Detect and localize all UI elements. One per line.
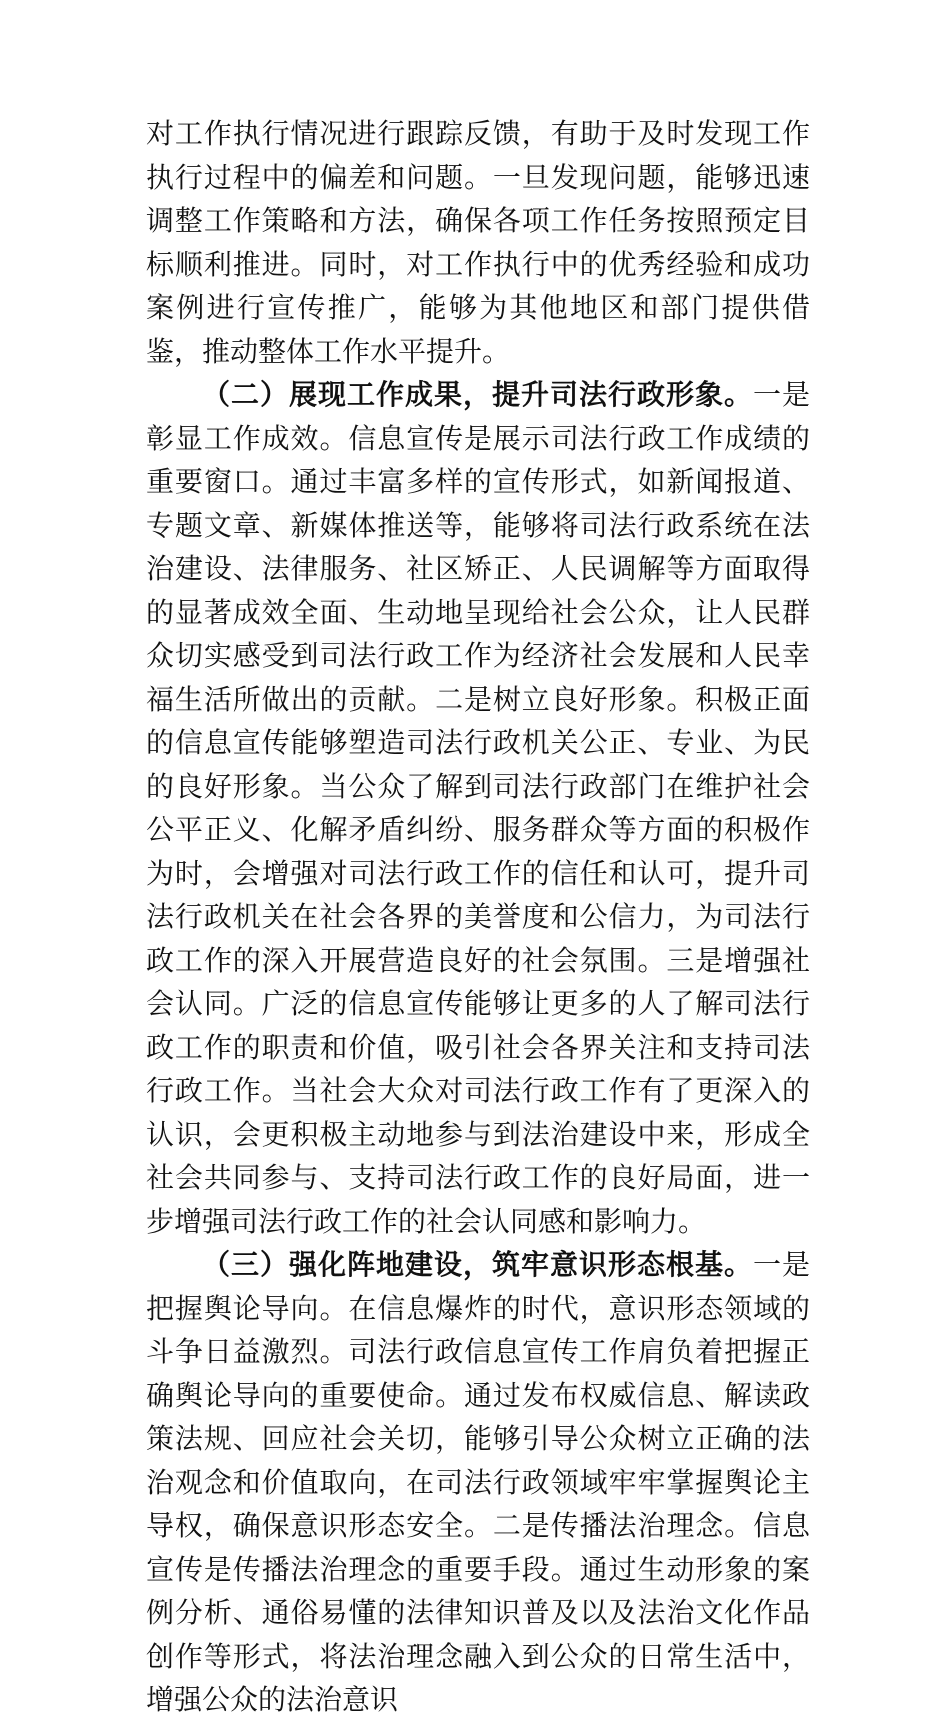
paragraph-section-3 <box>146 1243 810 1722</box>
paragraph-text: 一是把握舆论导向。在信息爆炸的时代，意识形态领域的斗争日益激烈。司法行政信息宣传工作肩负着把握正确舆论导向的重要使命。通过发布权威信息、解读政策法规、回应社会关切，能够引导公众树立正确的法治观念和价值取向，在司法行政领域牢牢掌握舆论主导权，确保意识形态安全。二是传播法治理念。信息宣传是传播法治理念的重要手段。通过生动形象的案例分析、通俗易懂的法律知识普及以及法治文化作品创作等形式，将法治理念融入到公众的日常生活中，增强公众的法治意识 <box>146 1248 810 1716</box>
paragraph-section-2 <box>146 373 810 1243</box>
section-heading-3: （三）强化阵地建设，筑牢意识形态根基。 <box>202 1248 753 1281</box>
paragraph-text: 一是彰显工作成效。信息宣传是展示司法行政工作成绩的重要窗口。通过丰富多样的宣传形式，如新闻报道、专题文章、新媒体推送等，能够将司法行政系统在法治建设、法律服务、社区矫正、人民调解等方面取得的显著成效全面、生动地呈现给社会公众，让人民群众切实感受到司法行政工作为经济社会发展和人民幸福生活所做出的贡献。二是树立良好形象。积极正面的信息宣传能够塑造司法行政机关公正、专业、为民的良好形象。当公众了解到司法行政部门在维护社会公平正义、化解矛盾纠纷、服务群众等方面的积极作为时，会增强对司法行政工作的信任和认可，提升司法行政机关在社会各界的美誉度和公信力，为司法行政工作的深入开展营造良好的社会氛围。三是增强社会认同。广泛的信息宣传能够让更多的人了解司法行政工作的职责和价值，吸引社会各界关注和支持司法行政工作。当社会大众对司法行政工作有了更深入的认识，会更积极主动地参与到法治建设中来，形成全社会共同参与、支持司法行政工作的良好局面，进一步增强司法行政工作的社会认同感和影响力。 <box>146 378 810 1238</box>
section-heading-2: （二）展现工作成果，提升司法行政形象。 <box>202 378 753 411</box>
document-body <box>146 112 810 1722</box>
paragraph-text: 对工作执行情况进行跟踪反馈，有助于及时发现工作执行过程中的偏差和问题。一旦发现问题，能够迅速调整工作策略和方法，确保各项工作任务按照预定目标顺利推进。同时，对工作执行中的优秀经验和成功案例进行宣传推广，能够为其他地区和部门提供借鉴，推动整体工作水平提升。 <box>146 117 810 368</box>
paragraph-continuation <box>146 112 810 373</box>
